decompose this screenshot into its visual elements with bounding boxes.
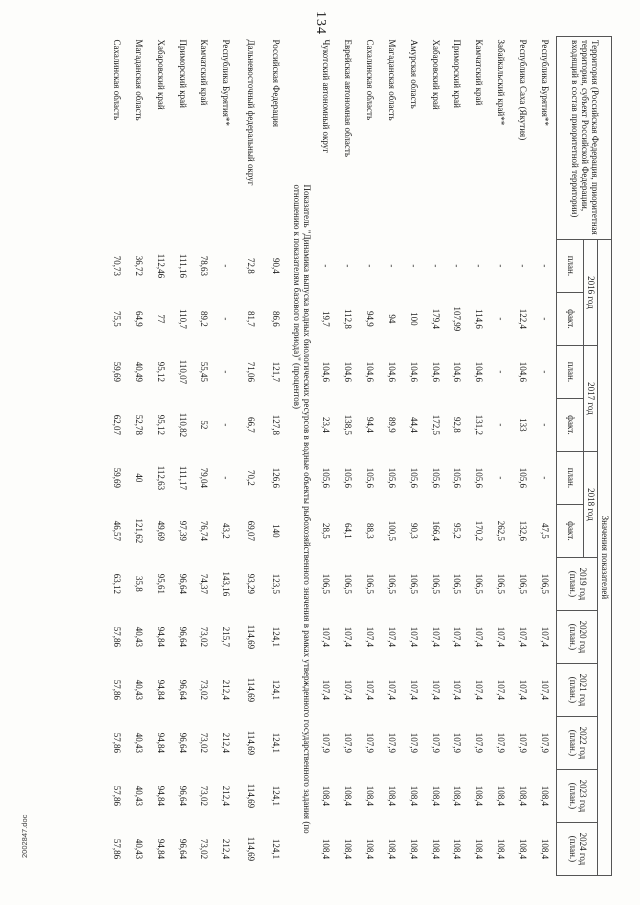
value-cell: 112,8 <box>343 308 354 329</box>
value-cell: 107,9 <box>540 732 551 754</box>
territory-name: Дальневосточный федеральный округ <box>246 39 257 186</box>
value-cell: 96,64 <box>177 573 188 595</box>
value-cell: 123,5 <box>271 573 282 595</box>
value-cell: 94 <box>386 314 397 324</box>
value-cell: - <box>540 476 551 480</box>
value-cell: 40,43 <box>133 679 144 701</box>
table-row <box>106 37 128 876</box>
value-cell: 52 <box>199 420 210 430</box>
value-cell: 127,8 <box>271 414 282 436</box>
value-cell: 47,5 <box>540 523 551 539</box>
table-row <box>150 37 172 876</box>
value-cell: 74,37 <box>199 573 210 595</box>
table-header <box>557 37 612 876</box>
value-cell: 107,4 <box>474 679 485 701</box>
value-cell: 124,1 <box>271 626 282 648</box>
value-cell: 107,4 <box>321 626 332 648</box>
value-cell: 143,16 <box>221 571 232 597</box>
value-cell: - <box>430 264 441 268</box>
territory-name: Магаданская область <box>386 39 397 121</box>
territory-name: Российская Федерация <box>271 39 282 128</box>
header-fact: факт. <box>557 292 584 345</box>
value-cell: - <box>540 264 551 268</box>
value-cell: 77 <box>155 314 166 324</box>
value-cell: 104,6 <box>430 361 441 383</box>
value-cell: 92,8 <box>452 417 463 433</box>
value-cell: 52,78 <box>133 414 144 436</box>
value-cell: 108,4 <box>343 785 354 807</box>
value-cell: 126,6 <box>271 467 282 489</box>
table-row <box>381 37 403 876</box>
value-cell: 108,4 <box>474 785 485 807</box>
value-cell: - <box>518 264 529 268</box>
header-values: Значения показателей <box>598 239 612 875</box>
table-row <box>425 37 447 876</box>
value-cell: - <box>540 370 551 374</box>
value-cell: 88,3 <box>364 523 375 539</box>
value-cell: 104,6 <box>343 361 354 383</box>
table-row <box>128 37 150 876</box>
value-cell: 108,4 <box>496 838 507 860</box>
value-cell: 108,4 <box>430 838 441 860</box>
value-cell: 107,4 <box>430 679 441 701</box>
value-cell: 107,4 <box>386 626 397 648</box>
value-cell: - <box>452 264 463 268</box>
value-cell: 104,6 <box>321 361 332 383</box>
territory-name: Республика Саха (Якутия) <box>518 39 529 141</box>
header-plan: план. <box>557 239 584 292</box>
value-cell: 43,2 <box>221 523 232 539</box>
value-cell: 69,07 <box>246 520 257 542</box>
value-cell: 104,6 <box>386 361 397 383</box>
territory-name: Чукотский автономный округ <box>321 39 332 153</box>
value-cell: 124,1 <box>271 838 282 860</box>
value-cell: 108,4 <box>386 785 397 807</box>
value-cell: 114,69 <box>246 677 257 703</box>
value-cell: 96,64 <box>177 732 188 754</box>
header-year-2022: 2022 год (план.) <box>557 716 598 769</box>
value-cell: 78,63 <box>199 255 210 277</box>
territory-name: Забайкальский край** <box>496 39 507 126</box>
value-cell: 105,6 <box>321 467 332 489</box>
value-cell: 124,1 <box>271 785 282 807</box>
header-year-2016: 2016 год <box>584 239 598 345</box>
value-cell: 40 <box>133 473 144 483</box>
value-cell: 170,2 <box>474 520 485 542</box>
value-cell: 107,4 <box>364 626 375 648</box>
page-number: 134 <box>313 11 328 35</box>
value-cell: 90,3 <box>408 523 419 539</box>
value-cell: 140 <box>271 524 282 538</box>
value-cell: 108,4 <box>474 838 485 860</box>
value-cell: 66,7 <box>246 417 257 433</box>
territory-name: Приморский край <box>177 39 188 108</box>
value-cell: - <box>321 264 332 268</box>
table-row <box>403 37 425 876</box>
value-cell: 108,4 <box>408 838 419 860</box>
header-plan: план. <box>557 345 584 398</box>
territory-name: Сахалинская область <box>364 39 375 121</box>
value-cell: 108,4 <box>452 785 463 807</box>
value-cell: 106,5 <box>321 573 332 595</box>
value-cell: 28,5 <box>321 523 332 539</box>
value-cell: 104,6 <box>408 361 419 383</box>
value-cell: 107,4 <box>343 626 354 648</box>
header-fact: факт. <box>557 504 584 557</box>
header-year-2019: 2019 год (план.) <box>557 557 598 610</box>
header-year-2020: 2020 год (план.) <box>557 610 598 663</box>
value-cell: 106,5 <box>540 573 551 595</box>
value-cell: 57,86 <box>111 785 122 807</box>
value-cell: 107,4 <box>496 626 507 648</box>
value-cell: - <box>496 370 507 374</box>
value-cell: 94,4 <box>364 417 375 433</box>
value-cell: - <box>221 264 232 268</box>
value-cell: 112,63 <box>155 465 166 491</box>
value-cell: 122,4 <box>518 308 529 330</box>
value-cell: 107,4 <box>518 626 529 648</box>
value-cell: 107,9 <box>430 732 441 754</box>
value-cell: 105,6 <box>518 467 529 489</box>
value-cell: 40,43 <box>133 732 144 754</box>
value-cell: 94,9 <box>364 311 375 327</box>
value-cell: 40,49 <box>133 361 144 383</box>
value-cell: - <box>496 476 507 480</box>
value-cell: 72,8 <box>246 258 257 274</box>
value-cell: 107,4 <box>364 679 375 701</box>
value-cell: 107,99 <box>452 306 463 332</box>
value-cell: 96,64 <box>177 838 188 860</box>
value-cell: - <box>221 317 232 321</box>
value-cell: 71,06 <box>246 361 257 383</box>
value-cell: 107,4 <box>496 679 507 701</box>
value-cell: 73,02 <box>199 679 210 701</box>
indicators-table <box>106 36 612 876</box>
value-cell: 96,64 <box>177 679 188 701</box>
value-cell: - <box>474 264 485 268</box>
value-cell: 107,4 <box>452 626 463 648</box>
table-row <box>194 37 216 876</box>
value-cell: 107,9 <box>518 732 529 754</box>
value-cell: 108,4 <box>321 838 332 860</box>
value-cell: 73,02 <box>199 732 210 754</box>
value-cell: 94,84 <box>155 732 166 754</box>
value-cell: 73,02 <box>199 838 210 860</box>
value-cell: 106,5 <box>364 573 375 595</box>
territory-name: Магаданская область <box>133 39 144 121</box>
value-cell: 105,6 <box>343 467 354 489</box>
value-cell: 112,46 <box>155 253 166 279</box>
value-cell: 105,6 <box>386 467 397 489</box>
value-cell: 57,86 <box>111 838 122 860</box>
value-cell: 133 <box>518 418 529 432</box>
table-row <box>172 37 194 876</box>
value-cell: 107,4 <box>408 626 419 648</box>
value-cell: 212,4 <box>221 732 232 754</box>
value-cell: 104,6 <box>518 361 529 383</box>
value-cell: - <box>221 423 232 427</box>
value-cell: 114,6 <box>474 308 485 329</box>
value-cell: 114,69 <box>246 783 257 809</box>
value-cell: 89,9 <box>386 417 397 433</box>
value-cell: 73,02 <box>199 785 210 807</box>
value-cell: - <box>408 264 419 268</box>
value-cell: 166,4 <box>430 520 441 542</box>
value-cell: 172,5 <box>430 414 441 436</box>
value-cell: 89,2 <box>199 311 210 327</box>
value-cell: 97,39 <box>177 520 188 542</box>
value-cell: 40,43 <box>133 838 144 860</box>
value-cell: 110,07 <box>177 359 188 385</box>
territory-name: Амурская область <box>408 39 419 109</box>
value-cell: 212,4 <box>221 679 232 701</box>
value-cell: 121,7 <box>271 361 282 383</box>
header-territory: Территория (Российская Федерация, приоритетная территория, субъект Российской Федерации, входящий в состав приоритетной территории) <box>557 37 612 240</box>
value-cell: - <box>496 317 507 321</box>
value-cell: 107,9 <box>321 732 332 754</box>
value-cell: 105,6 <box>474 467 485 489</box>
value-cell: 108,4 <box>430 785 441 807</box>
value-cell: 95,12 <box>155 414 166 436</box>
value-cell: - <box>343 264 354 268</box>
territory-name: Республика Бурятия** <box>540 39 551 126</box>
value-cell: 107,9 <box>408 732 419 754</box>
value-cell: 107,4 <box>408 679 419 701</box>
value-cell: 107,9 <box>343 732 354 754</box>
value-cell: - <box>221 370 232 374</box>
territory-name: Приморский край <box>452 39 463 108</box>
value-cell: 105,6 <box>452 467 463 489</box>
value-cell: 81,7 <box>246 311 257 327</box>
value-cell: 107,4 <box>540 679 551 701</box>
value-cell: 108,4 <box>496 785 507 807</box>
value-cell: 107,4 <box>386 679 397 701</box>
value-cell: 59,69 <box>111 361 122 383</box>
value-cell: 19,7 <box>321 311 332 327</box>
value-cell: 106,5 <box>518 573 529 595</box>
table-row <box>447 37 469 876</box>
value-cell: 105,6 <box>408 467 419 489</box>
value-cell: 132,6 <box>518 520 529 542</box>
value-cell: 107,4 <box>474 626 485 648</box>
table-row <box>359 37 381 876</box>
value-cell: 106,5 <box>452 573 463 595</box>
value-cell: 90,4 <box>271 258 282 274</box>
value-cell: 59,69 <box>111 467 122 489</box>
value-cell: 40,43 <box>133 626 144 648</box>
value-cell: 95,2 <box>452 523 463 539</box>
value-cell: 94,84 <box>155 679 166 701</box>
territory-name: Еврейская автономная область <box>343 39 354 157</box>
value-cell: 106,5 <box>430 573 441 595</box>
value-cell: 108,4 <box>343 838 354 860</box>
value-cell: 62,07 <box>111 414 122 436</box>
value-cell: 108,4 <box>452 838 463 860</box>
value-cell: 49,69 <box>155 520 166 542</box>
territory-name: Сахалинская область <box>111 39 122 121</box>
value-cell: 107,4 <box>540 626 551 648</box>
value-cell: 96,64 <box>177 626 188 648</box>
value-cell: - <box>496 423 507 427</box>
value-cell: 105,6 <box>430 467 441 489</box>
value-cell: 107,4 <box>452 679 463 701</box>
value-cell: 107,9 <box>474 732 485 754</box>
value-cell: 108,4 <box>540 838 551 860</box>
value-cell: 94,84 <box>155 785 166 807</box>
value-cell: - <box>364 264 375 268</box>
value-cell: 44,4 <box>408 417 419 433</box>
value-cell: 110,7 <box>177 308 188 329</box>
value-cell: - <box>540 423 551 427</box>
value-cell: 108,4 <box>321 785 332 807</box>
value-cell: 75,5 <box>111 311 122 327</box>
header-year-2024: 2024 год (план.) <box>557 822 598 875</box>
value-cell: 106,5 <box>343 573 354 595</box>
value-cell: 108,4 <box>364 838 375 860</box>
value-cell: 70,2 <box>246 470 257 486</box>
value-cell: 107,9 <box>452 732 463 754</box>
value-cell: 108,4 <box>408 785 419 807</box>
value-cell: 94,84 <box>155 626 166 648</box>
header-year-2018: 2018 год <box>584 451 598 557</box>
header-year-2017: 2017 год <box>584 345 598 451</box>
table-row <box>468 37 490 876</box>
value-cell: 76,74 <box>199 520 210 542</box>
value-cell: 96,64 <box>177 785 188 807</box>
indicator-title: Показатель "Динамика выпуска водных биологических ресурсов в водные объекты рыбохозяйственного значения в рамках утвержденного государственного задания (по отношению к показателям базового периода)" (процентов) <box>292 184 313 834</box>
value-cell: 46,57 <box>111 520 122 542</box>
territory-name: Камчатский край <box>199 39 210 106</box>
value-cell: 107,4 <box>343 679 354 701</box>
value-cell: 215,7 <box>221 626 232 648</box>
value-cell: 73,02 <box>199 626 210 648</box>
value-cell: 110,82 <box>177 412 188 438</box>
header-year-2023: 2023 год (план.) <box>557 769 598 822</box>
value-cell: 86,6 <box>271 311 282 327</box>
territory-name: Республика Бурятия** <box>221 39 232 126</box>
value-cell: - <box>221 476 232 480</box>
value-cell: 106,5 <box>474 573 485 595</box>
value-cell: - <box>540 317 551 321</box>
table-row <box>512 37 534 876</box>
table-row <box>534 37 556 876</box>
value-cell: 106,5 <box>408 573 419 595</box>
value-cell: 121,62 <box>133 518 144 544</box>
value-cell: 106,5 <box>496 573 507 595</box>
value-cell: 100 <box>408 312 419 326</box>
value-cell: 212,4 <box>221 838 232 860</box>
value-cell: - <box>386 264 397 268</box>
value-cell: 40,43 <box>133 785 144 807</box>
value-cell: 124,1 <box>271 732 282 754</box>
value-cell: 114,69 <box>246 836 257 862</box>
table-row <box>315 37 337 876</box>
territory-name: Хабаровский край <box>155 39 166 110</box>
rotated-table-block <box>52 36 612 876</box>
value-cell: 64,1 <box>343 523 354 539</box>
value-cell: 95,12 <box>155 361 166 383</box>
value-cell: 105,6 <box>364 467 375 489</box>
header-plan: план. <box>557 451 584 504</box>
table-row <box>265 37 287 876</box>
value-cell: 57,86 <box>111 679 122 701</box>
value-cell: 107,9 <box>364 732 375 754</box>
value-cell: 94,84 <box>155 838 166 860</box>
value-cell: 104,6 <box>452 361 463 383</box>
value-cell: 124,1 <box>271 679 282 701</box>
value-cell: 63,12 <box>111 573 122 595</box>
value-cell: 108,4 <box>386 838 397 860</box>
value-cell: 107,9 <box>386 732 397 754</box>
table-row <box>215 37 237 876</box>
table-row <box>337 37 359 876</box>
value-cell: 64,9 <box>133 311 144 327</box>
header-year-2021: 2021 год (план.) <box>557 663 598 716</box>
value-cell: 107,4 <box>321 679 332 701</box>
value-cell: 107,9 <box>496 732 507 754</box>
value-cell: 23,4 <box>321 417 332 433</box>
value-cell: 108,4 <box>364 785 375 807</box>
value-cell: 36,72 <box>133 255 144 277</box>
value-cell: 262,5 <box>496 520 507 542</box>
value-cell: - <box>496 264 507 268</box>
indicator-title-row <box>287 37 315 876</box>
value-cell: 107,4 <box>430 626 441 648</box>
value-cell: 35,8 <box>133 576 144 592</box>
value-cell: 138,5 <box>343 414 354 436</box>
value-cell: 111,16 <box>177 253 188 278</box>
value-cell: 111,17 <box>177 465 188 490</box>
value-cell: 57,86 <box>111 732 122 754</box>
value-cell: 104,6 <box>364 361 375 383</box>
document-code: 2002847.doc <box>20 814 29 858</box>
value-cell: 106,5 <box>386 573 397 595</box>
value-cell: 79,04 <box>199 467 210 489</box>
value-cell: 179,4 <box>430 308 441 330</box>
value-cell: 55,45 <box>199 361 210 383</box>
value-cell: 108,4 <box>518 838 529 860</box>
value-cell: 131,2 <box>474 414 485 436</box>
header-fact: факт. <box>557 398 584 451</box>
value-cell: 100,5 <box>386 520 397 542</box>
value-cell: 212,4 <box>221 785 232 807</box>
table-row <box>490 37 512 876</box>
value-cell: 108,4 <box>518 785 529 807</box>
value-cell: 70,73 <box>111 255 122 277</box>
table-row <box>237 37 265 876</box>
value-cell: 93,29 <box>246 573 257 595</box>
territory-name: Хабаровский край <box>430 39 441 110</box>
value-cell: 95,61 <box>155 573 166 595</box>
value-cell: 104,6 <box>474 361 485 383</box>
table-body <box>106 37 557 876</box>
value-cell: 108,4 <box>540 785 551 807</box>
value-cell: 114,69 <box>246 624 257 650</box>
territory-name: Камчатский край <box>474 39 485 106</box>
value-cell: 57,86 <box>111 626 122 648</box>
value-cell: 114,69 <box>246 730 257 756</box>
value-cell: 107,4 <box>518 679 529 701</box>
